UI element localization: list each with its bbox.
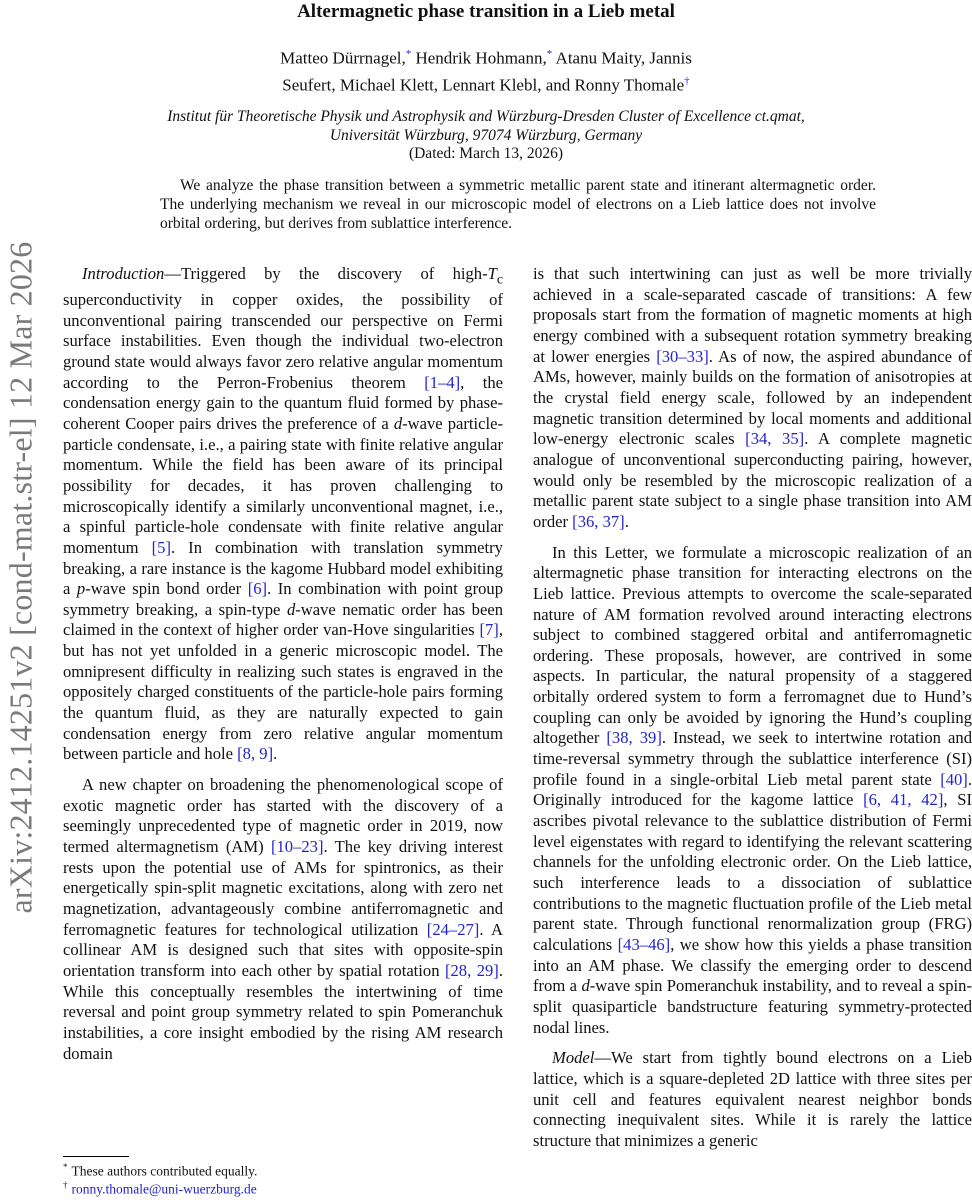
footnote-email bbox=[63, 1180, 257, 1198]
affiliation-line: Institut für Theoretische Physik und Astrophysik and Würzburg-Dresden Cluster of Excellence ct.qmat, bbox=[167, 108, 805, 125]
section-runin: Model bbox=[552, 1048, 595, 1068]
citation-link[interactable]: [6, 41, 42] bbox=[863, 790, 944, 810]
citation-link[interactable]: [6] bbox=[247, 579, 268, 599]
equal-contribution-mark[interactable]: * bbox=[546, 48, 553, 60]
citation-link[interactable]: [7] bbox=[479, 620, 499, 640]
citation-link[interactable]: [43–46] bbox=[617, 935, 671, 954]
footnote-mark: † bbox=[63, 1180, 68, 1190]
citation-link[interactable]: [8, 9] bbox=[237, 744, 274, 764]
citation-link[interactable]: [36, 37] bbox=[572, 511, 625, 531]
citation-link[interactable]: [40] bbox=[940, 769, 968, 789]
equal-contribution-mark[interactable]: * bbox=[405, 48, 412, 60]
email-link[interactable]: ronny.thomale@uni-wuerzburg.de bbox=[71, 1181, 257, 1197]
arxiv-identifier: arXiv:2412.14251v2 [cond-mat.str-el] 12 Mar 2026 bbox=[2, 241, 39, 913]
author-text: Atanu Maity, Jannis bbox=[552, 48, 692, 68]
paragraph-continued: is that such intertwining can just as well be more trivially achieved in a scale-separated cascade of transitions: A few proposals start from the formation of magnetic moments at high energy combined with a subsequent rotation symmetry breaking at lower energies [30–33]. As of now, the aspired abundance of AMs, however, mainly builds on the formation of anisotropies at the crystal field energy scale, followed by an independent magnetic transition determined by local moments and additional low-energy electronic scales [34, 35]. A complete magnetic analogue of unconventional superconducting pairing, however, would only be resembled by the microscopic realization of a metallic parent state subject to a single phase transition into AM order [36, 37]. bbox=[533, 264, 972, 531]
citation-link[interactable]: [28, 29] bbox=[444, 960, 499, 980]
corresponding-author-mark[interactable]: † bbox=[684, 74, 690, 87]
footnote-rule bbox=[63, 1156, 129, 1157]
footnote-text: These authors contributed equally. bbox=[71, 1163, 258, 1179]
citation-link[interactable]: [24–27] bbox=[426, 919, 480, 939]
footnote-mark: * bbox=[63, 1162, 68, 1172]
paragraph-introduction: Introduction—Triggered by the discovery of high-$T_c$ superconductivity in copper oxides, the possibility of unconventional pairing transcended our perspective on Fermi surface instabilities. Even though the individual two-electron ground state would always favor zero relative angular momentum according to the Perron-Frobenius theorem [1–4], the condensation energy gain to the quantum fluid formed by phase-coherent Cooper pairs drives the preference of a d-wave particle-particle condensate, i.e., a pairing state with finite relative angular momentum. While the field has been aware of its principal possibility for decades, it has proven challenging to microscopically identify a similarly unconventional magnet, i.e., a spinful particle-hole condensate with finite relative angular momentum [5]. In combination with translation symmetry breaking, a rare instance is the kagome Hubbard model exhibiting a p-wave spin bond order [6]. In combination with point group symmetry breaking, a spin-type d-wave nematic order has been claimed in the context of higher order van-Hove singularities [7], but has not yet unfolded in a generic microscopic model. The omnipresent difficulty in realizing such states is engraved in the oppositely charged constituents of the particle-hole pairs forming the quantum fluid, as they are naturally expected to gain condensation energy from zero relative angular momentum between particle and hole [8, 9]. bbox=[63, 264, 503, 764]
abstract: We analyze the phase transition between a symmetric metallic parent state and itinerant altermagnetic order. The underlying mechanism we reveal in our microscopic model of electrons on a Lieb lattice does not involve orbital ordering, but derives from sublattice interference. bbox=[160, 177, 876, 232]
citation-link[interactable]: [38, 39] bbox=[606, 728, 662, 748]
affiliation bbox=[100, 107, 872, 145]
paragraph-model: Model—We start from tightly bound electrons on a Lieb lattice, which is a square-depleted 2D lattice with three sites per unit cell and features equivalent nearest neighbor bonds connecting inequivalent sites. While it is rarely the lattice structure that minimizes a generic bbox=[533, 1048, 972, 1150]
right-column bbox=[533, 264, 972, 1152]
author-text: Hendrik Hohmann, bbox=[411, 48, 547, 68]
author-list bbox=[180, 43, 792, 96]
arxiv-identifier-stamp bbox=[2, 232, 40, 922]
author-text: Seufert, Michael Klett, Lennart Klebl, and Ronny Thomale bbox=[282, 75, 685, 95]
paragraph-altermagnetism: A new chapter on broadening the phenomenological scope of exotic magnetic order has started with the discovery of a seemingly unprecedented type of magnetic order in 2019, now termed altermagnetism (AM) [10–23]. The key driving interest rests upon the potential use of AMs for spintronics, as their energetically spin-split magnetic excitations, along with zero net magnetization, advantageously combine antiferromagnetic and ferromagnetic features for technological utilization [24–27]. A collinear AM is designed such that sites with opposite-spin orientation transform into each other by spatial rotation [28, 29]. While this conceptually resembles the intertwining of time reversal and point group symmetry related to spin Pomeranchuk instabilities, a core insight embodied by the rising AM research domain bbox=[63, 775, 503, 1063]
section-runin: Introduction bbox=[82, 264, 165, 283]
citation-link[interactable]: [5] bbox=[151, 537, 171, 557]
footnote-equal-contribution bbox=[63, 1162, 257, 1180]
citation-link[interactable]: [1–4] bbox=[424, 372, 461, 392]
citation-link[interactable]: [34, 35] bbox=[745, 429, 805, 449]
citation-link[interactable]: [30–33] bbox=[656, 346, 709, 366]
author-text: Matteo Dürrnagel, bbox=[280, 48, 406, 68]
paragraph-this-letter: In this Letter, we formulate a microscopic realization of an altermagnetic phase transition for interacting electrons on the Lieb lattice. Previous attempts to overcome the scale-separated nature of AM formation revolved around interacting electrons subject to combined staggered orbital and antiferromagnetic ordering. These proposals, however, are contrived in some aspects. In particular, the natural propensity of a staggered orbitally ordered system to form a ferromagnet due to Hund’s coupling can only be avoided by ignoring the Hund’s coupling altogether [38, 39]. Instead, we seek to intertwine rotation and time-reversal symmetry through the sublattice interference (SI) profile found in a single-orbital Lieb metal parent state [40]. Originally introduced for the kagome lattice [6, 41, 42], SI ascribes pivotal relevance to the sublattice distribution of Fermi level eigenstates with regard to identifying the relevant scattering channels for the unfolding electronic order. On the Lieb lattice, such interference leads to a dissociation of sublattice contributions to the magnetic fluctuation profile of the Lieb metal parent state. Through functional renormalization group (FRG) calculations [43–46], we show how this yields a phase transition into an AM phase. We classify the emerging order to descend from a d-wave spin Pomeranchuk instability, and to reveal a spin-split quasiparticle bandstructure featuring symmetry-protected nodal lines. bbox=[533, 542, 972, 1037]
paper-title: Altermagnetic phase transition in a Lieb metal bbox=[297, 1, 675, 22]
citation-link[interactable]: [10–23] bbox=[270, 837, 324, 857]
dated-line: (Dated: March 13, 2026) bbox=[408, 145, 564, 162]
left-column bbox=[63, 264, 503, 1064]
affiliation-line: Universität Würzburg, 97074 Würzburg, Germany bbox=[329, 127, 643, 144]
